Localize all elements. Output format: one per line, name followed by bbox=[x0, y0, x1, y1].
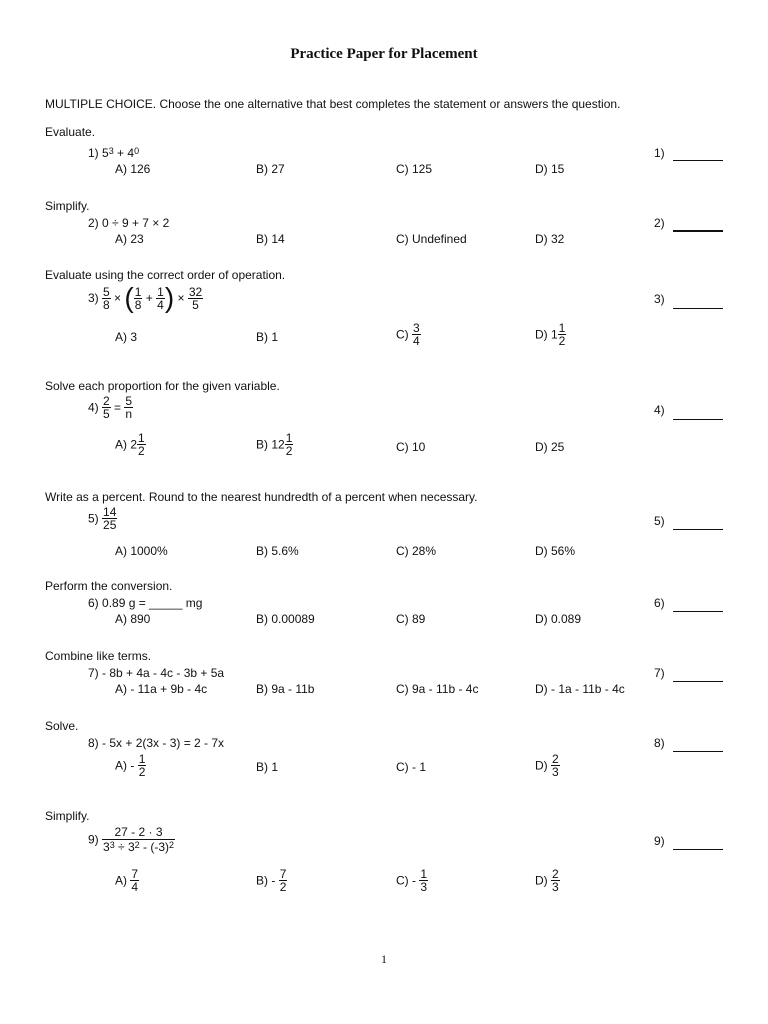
answer-choice: D) 1 $\frac{1}{2}$ bbox=[535, 321, 566, 348]
question-2: 2) 0 ÷ 9 + 7 × 2 bbox=[88, 216, 170, 230]
instructions: MULTIPLE CHOICE. Choose the one alternative that best completes the statement or answers the question. bbox=[45, 97, 621, 111]
page-title: Practice Paper for Placement bbox=[290, 46, 478, 62]
answer-label: 8) bbox=[654, 736, 665, 750]
answer-label: 3) bbox=[654, 292, 665, 306]
answer-blank[interactable] bbox=[673, 751, 723, 752]
answer-choice: A) 23 bbox=[115, 232, 144, 246]
answer-choice: D) $\frac{2}{3}$ bbox=[535, 867, 559, 894]
answer-choice: D) 32 bbox=[535, 232, 565, 246]
question-1: 1) $5^3 + 4^0$ bbox=[88, 146, 140, 160]
section-heading: Simplify. bbox=[45, 809, 90, 823]
answer-choice: C) - 1 bbox=[396, 760, 426, 774]
answer-label: 5) bbox=[654, 514, 665, 528]
answer-choice: A) - 11a + 9b - 4c bbox=[115, 682, 208, 696]
answer-choice: C) 89 bbox=[396, 612, 426, 626]
answer-blank[interactable] bbox=[673, 529, 723, 530]
question-4: 4) $\frac{2}{5}$ = $\frac{5}{n}$ bbox=[88, 394, 133, 421]
answer-blank[interactable] bbox=[673, 308, 723, 309]
answer-choice: B) - $\frac{7}{2}$ bbox=[256, 867, 287, 894]
section-heading: Simplify. bbox=[45, 199, 90, 213]
answer-choice: D) 15 bbox=[535, 162, 565, 176]
answer-choice: B) 9a - 11b bbox=[256, 682, 315, 696]
question-9: 9) $\frac{27 - 2 \cdot 3}{3^3 \div 3^2 - (-3)^2}$ bbox=[88, 825, 175, 854]
answer-blank[interactable] bbox=[673, 419, 723, 420]
answer-choice: B) 1 bbox=[256, 330, 279, 344]
answer-choice: C) $\frac{3}{4}$ bbox=[396, 321, 420, 348]
answer-choice: D) 25 bbox=[535, 440, 565, 454]
answer-choice: A) - $\frac{1}{2}$ bbox=[115, 752, 146, 779]
answer-label: 6) bbox=[654, 596, 665, 610]
answer-choice: B) 27 bbox=[256, 162, 285, 176]
answer-blank[interactable] bbox=[673, 160, 723, 161]
section-heading: Perform the conversion. bbox=[45, 579, 173, 593]
question-6: 6) 0.89 g = _____ mg bbox=[88, 596, 203, 610]
answer-choice: B) 5.6% bbox=[256, 544, 299, 558]
answer-blank[interactable] bbox=[673, 681, 723, 682]
answer-choice: B) 12 $\frac{1}{2}$ bbox=[256, 431, 293, 458]
answer-choice: A) 2 $\frac{1}{2}$ bbox=[115, 431, 145, 458]
question-8: 8) - 5x + 2(3x - 3) = 2 - 7x bbox=[88, 736, 225, 750]
section-heading: Evaluate using the correct order of operation. bbox=[45, 268, 286, 282]
answer-choice: D) $\frac{2}{3}$ bbox=[535, 752, 559, 779]
section-heading: Solve. bbox=[45, 719, 79, 733]
answer-choice: A) 3 bbox=[115, 330, 138, 344]
answer-choice: C) 9a - 11b - 4c bbox=[396, 682, 479, 696]
answer-choice: B) 14 bbox=[256, 232, 285, 246]
answer-label: 7) bbox=[654, 666, 665, 680]
answer-choice: D) - 1a - 11b - 4c bbox=[535, 682, 625, 696]
answer-choice: A) 126 bbox=[115, 162, 151, 176]
answer-choice: C) 125 bbox=[396, 162, 433, 176]
question-5: 5) $\frac{14}{25}$ bbox=[88, 505, 117, 532]
section-heading: Combine like terms. bbox=[45, 649, 152, 663]
question-7: 7) - 8b + 4a - 4c - 3b + 5a bbox=[88, 666, 225, 680]
answer-choice: C) Undefined bbox=[396, 232, 467, 246]
answer-choice: A) 890 bbox=[115, 612, 151, 626]
answer-choice: C) 28% bbox=[396, 544, 437, 558]
answer-label: 9) bbox=[654, 834, 665, 848]
section-heading: Write as a percent. Round to the nearest hundredth of a percent when necessary. bbox=[45, 490, 478, 504]
answer-label: 4) bbox=[654, 403, 665, 417]
answer-blank[interactable] bbox=[673, 611, 723, 612]
answer-choice: D) 56% bbox=[535, 544, 576, 558]
answer-choice: A) $\frac{7}{4}$ bbox=[115, 867, 139, 894]
answer-choice: B) 1 bbox=[256, 760, 279, 774]
answer-choice: B) 0.00089 bbox=[256, 612, 315, 626]
page-number: 1 bbox=[381, 952, 387, 966]
answer-blank[interactable] bbox=[673, 230, 723, 232]
question-3: 3) $\frac{5}{8}$ × ( $\frac{1}{8}$ + $\frac{1}{4}$ ) × $\frac{32}{5}$ bbox=[88, 282, 203, 313]
section-heading: Solve each proportion for the given variable. bbox=[45, 379, 280, 393]
answer-choice: D) 0.089 bbox=[535, 612, 582, 626]
answer-choice: C) 10 bbox=[396, 440, 426, 454]
answer-choice: A) 1000% bbox=[115, 544, 168, 558]
answer-label: 2) bbox=[654, 216, 665, 230]
section-heading: Evaluate. bbox=[45, 125, 96, 139]
answer-blank[interactable] bbox=[673, 849, 723, 850]
answer-choice: C) - $\frac{1}{3}$ bbox=[396, 867, 428, 894]
answer-label: 1) bbox=[654, 146, 665, 160]
